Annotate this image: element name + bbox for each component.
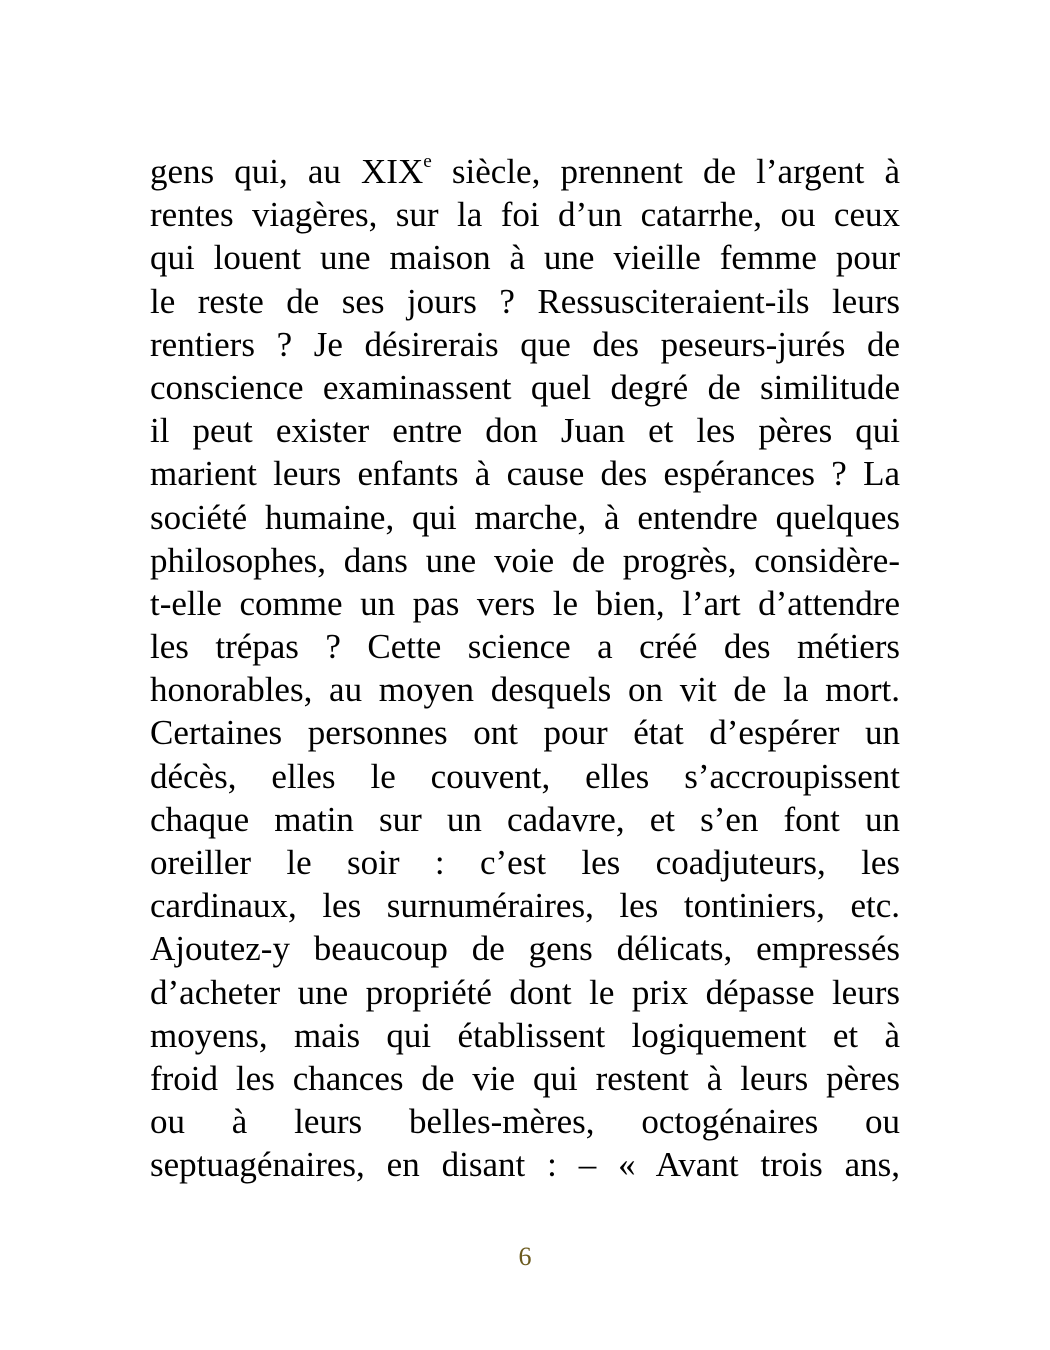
text-line-18: cardinaux, les surnuméraires, les tontiniers, etc.: [150, 886, 900, 926]
text-line-5: rentiers ? Je désirerais que des peseurs-jurés de: [150, 324, 900, 364]
text-line-14: Certaines personnes ont pour état d’espérer un: [150, 713, 900, 753]
text-line-9: société humaine, qui marche, à entendre quelques: [150, 497, 900, 537]
text-line-24: septuagénaires, en disant : – « Avant trois ans,: [150, 1145, 900, 1185]
superscript-e: e: [423, 151, 432, 173]
text-line-11: t-elle comme un pas vers le bien, l’art d’attendre: [150, 583, 900, 623]
text-line-4: le reste de ses jours ? Ressusciteraient-ils leurs: [150, 281, 900, 321]
text-line-8: marient leurs enfants à cause des espérances ? La: [150, 454, 900, 494]
text-line-19: Ajoutez-y beaucoup de gens délicats, empressés: [150, 929, 900, 969]
text-line-22: froid les chances de vie qui restent à leurs pères: [150, 1058, 900, 1098]
text-line-16: chaque matin sur un cadavre, et s’en font un: [150, 799, 900, 839]
text-line-7: il peut exister entre don Juan et les pères qui: [150, 411, 900, 451]
text-line-10: philosophes, dans une voie de progrès, considère-: [150, 540, 900, 580]
text-line-2: rentes viagères, sur la foi d’un catarrhe, ou ceux: [150, 195, 900, 235]
text-line-21: moyens, mais qui établissent logiquement et à: [150, 1015, 900, 1055]
text-line-23: ou à leurs belles-mères, octogénaires ou: [150, 1102, 900, 1142]
text-line-12: les trépas ? Cette science a créé des métiers: [150, 627, 900, 667]
text-line-3: qui louent une maison à une vieille femme pour: [150, 238, 900, 278]
text-line-20: d’acheter une propriété dont le prix dépasse leurs: [150, 972, 900, 1012]
body-text: [150, 150, 900, 1187]
text-line-1: gens qui, au XIXe siècle, prennent de l’argent à: [150, 151, 901, 191]
text-line-6: conscience examinassent quel degré de similitude: [150, 367, 900, 407]
text-line-15: décès, elles le couvent, elles s’accroupissent: [150, 756, 900, 796]
text-line-17: oreiller le soir : c’est les coadjuteurs, les: [150, 843, 900, 882]
page-number: 6: [518, 1242, 532, 1271]
text-line-13: honorables, au moyen desquels on vit de la mort.: [150, 670, 900, 710]
